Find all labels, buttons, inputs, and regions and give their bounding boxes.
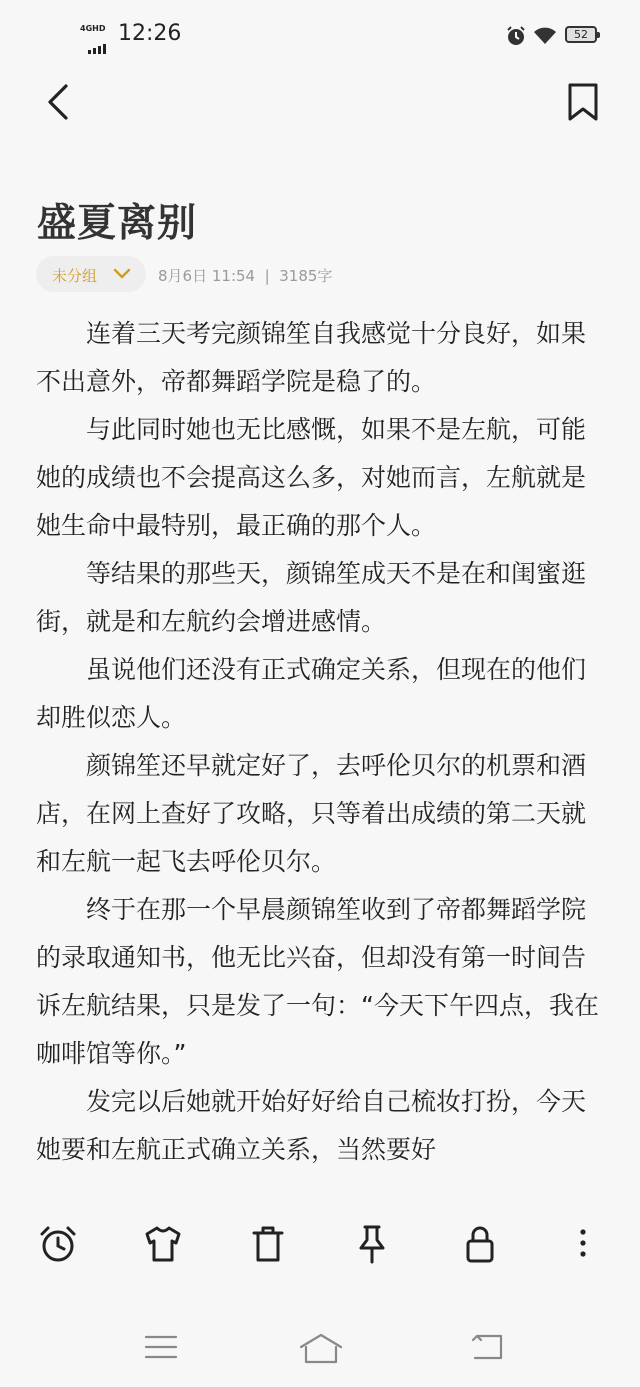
reminder-button[interactable] [36, 1222, 80, 1266]
shirt-icon [141, 1222, 185, 1266]
paragraph: 虽说他们还没有正式确定关系，但现在的他们却胜似恋人。 [36, 655, 587, 732]
pin-button[interactable] [350, 1222, 394, 1266]
pin-icon [350, 1222, 394, 1266]
lock-icon [458, 1222, 502, 1266]
note-date: 8月6日 11:54 [158, 267, 256, 285]
home-icon [298, 1332, 344, 1366]
delete-button[interactable] [246, 1222, 290, 1266]
chevron-left-icon [40, 82, 78, 122]
page-title: 盛夏离别 [37, 201, 198, 246]
home-button[interactable] [298, 1332, 344, 1370]
back-icon [470, 1332, 506, 1362]
bookmark-button[interactable] [563, 82, 603, 122]
battery-icon: 52 [565, 26, 597, 43]
menu-icon [143, 1332, 179, 1362]
paragraph: 终于在那一个早晨颜锦笙收到了帝都舞蹈学院的录取通知书，他无比兴奋，但却没有第一时间告诉左航结果，只是发了一句：“今天下午四点，我在咖啡馆等你。” [36, 895, 599, 1068]
system-nav-bar [0, 1300, 640, 1387]
group-selector[interactable] [36, 256, 146, 292]
meta-row [36, 256, 596, 292]
note-body[interactable] [36, 310, 610, 1200]
clock: 12:26 [118, 21, 182, 46]
note-info [158, 265, 332, 286]
more-icon [561, 1222, 605, 1266]
paragraph: 发完以后她就开始好好给自己梳妆打扮，今天她要和左航正式确立关系，当然要好 [36, 1087, 587, 1164]
nav-back-button[interactable] [470, 1332, 506, 1366]
status-bar [0, 0, 640, 70]
alarm-icon [36, 1222, 80, 1266]
wifi-icon [533, 25, 557, 49]
separator: | [264, 267, 270, 285]
paragraph: 连着三天考完颜锦笙自我感觉十分良好，如果不出意外，帝都舞蹈学院是稳了的。 [36, 319, 587, 396]
chevron-down-icon [112, 267, 132, 281]
group-label: 未分组 [52, 267, 98, 285]
alarm-status-icon [505, 25, 527, 51]
bookmark-icon [563, 82, 603, 122]
paragraph: 颜锦笙还早就定好了，去呼伦贝尔的机票和酒店，在网上查好了攻略，只等着出成绩的第二天就和左航一起飞去呼伦贝尔。 [36, 751, 587, 876]
word-count: 3185字 [279, 267, 333, 285]
lock-button[interactable] [458, 1222, 502, 1266]
more-button[interactable] [561, 1222, 605, 1266]
network-type: 4GHD [80, 24, 106, 33]
paragraph: 与此同时她也无比感慨，如果不是左航，可能她的成绩也不会提高这么多，对她而言，左航就是她生命中最特别，最正确的那个人。 [36, 415, 587, 540]
recent-apps-button[interactable] [143, 1332, 179, 1366]
signal-icon [80, 24, 114, 46]
back-button[interactable] [40, 82, 78, 122]
paragraph: 等结果的那些天，颜锦笙成天不是在和闺蜜逛街，就是和左航约会增进感情。 [36, 559, 587, 636]
theme-button[interactable] [141, 1222, 185, 1266]
trash-icon [246, 1222, 290, 1266]
bottom-toolbar [0, 1200, 640, 1290]
